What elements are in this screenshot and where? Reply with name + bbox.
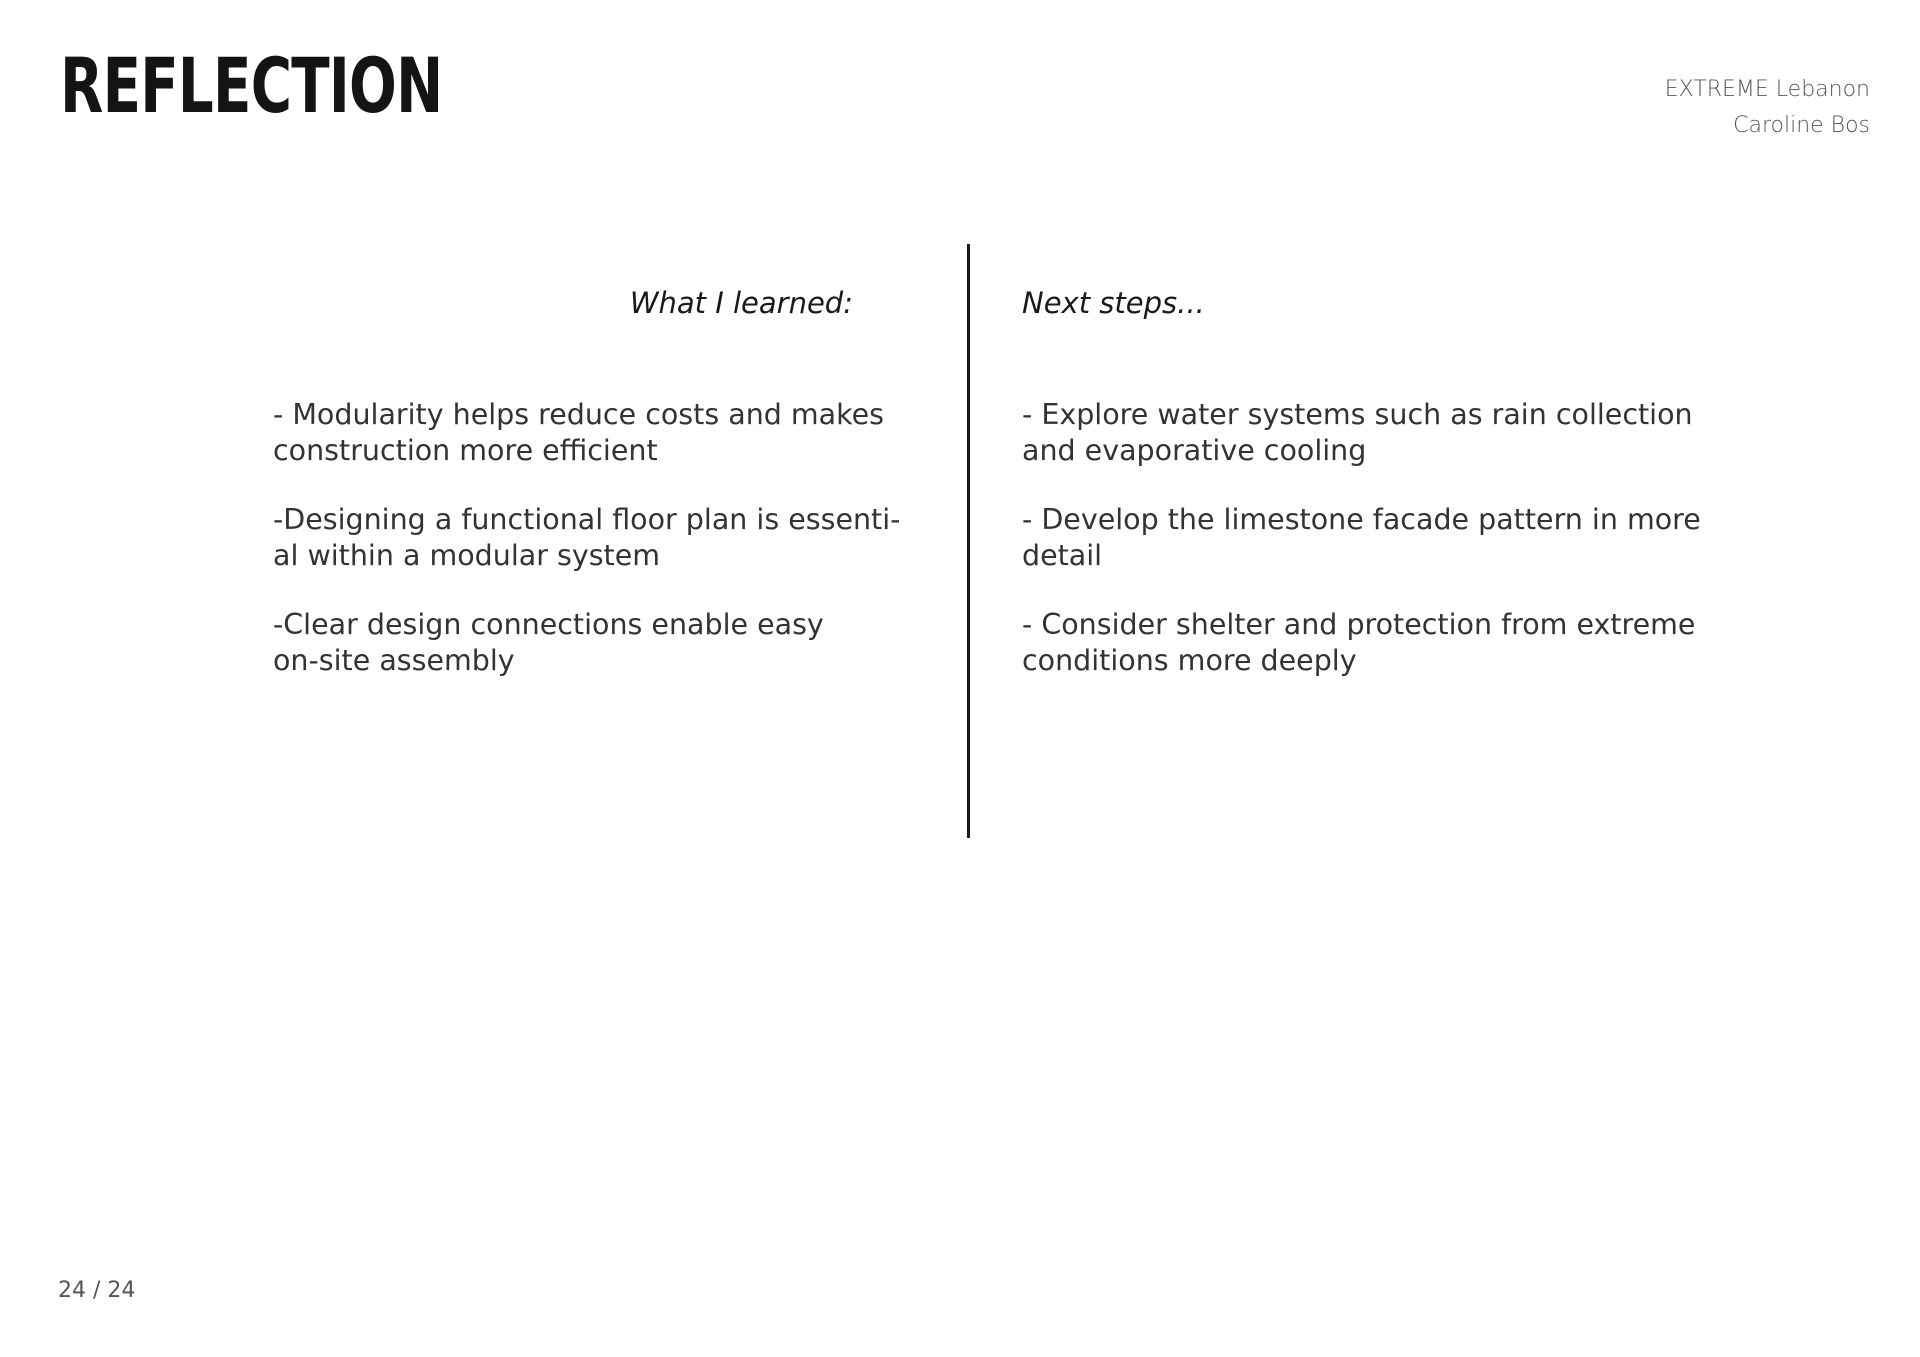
column-divider [967, 244, 970, 838]
next-steps-heading: Next steps... [1022, 286, 1205, 320]
next-steps-list [1022, 397, 1722, 712]
learned-item: -Designing a functional floor plan is essenti- al within a modular system [273, 503, 901, 572]
learned-item: - Modularity helps reduce costs and makes construction more efficient [273, 398, 885, 467]
next-step-item: - Consider shelter and protection from extreme conditions more deeply [1022, 608, 1696, 677]
page-title: REFLECTION [60, 41, 443, 130]
page-number: 24 / 24 [58, 1278, 136, 1303]
header-meta [1665, 72, 1870, 144]
author-name: Caroline Bos [1733, 113, 1870, 138]
learned-heading: What I learned: [629, 286, 853, 320]
project-name: EXTREME Lebanon [1664, 77, 1870, 102]
learned-list [273, 397, 933, 712]
learned-item: -Clear design connections enable easy on-site assembly [273, 608, 824, 677]
next-step-item: - Develop the limestone facade pattern in more detail [1022, 503, 1701, 572]
next-step-item: - Explore water systems such as rain collection and evaporative cooling [1022, 398, 1693, 467]
